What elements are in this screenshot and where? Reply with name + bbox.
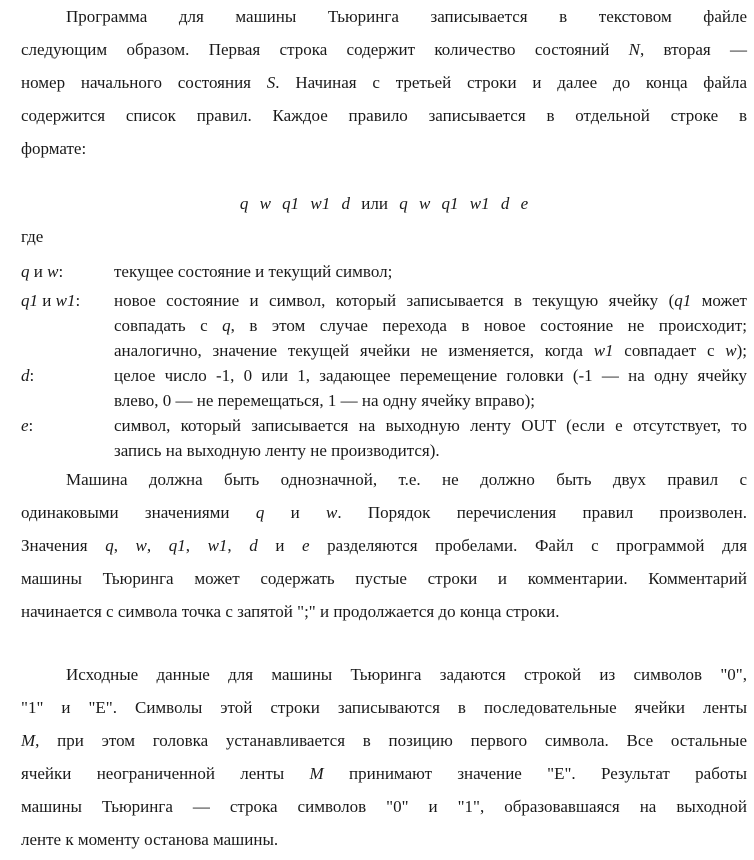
definition-term — [21, 288, 80, 313]
paragraph-intro-line — [21, 132, 747, 165]
paragraph-uniqueness-line — [21, 562, 747, 595]
definition-text-line — [114, 438, 747, 463]
text-run: , в этом случае перехода в новое состояние не происходит; — [230, 316, 747, 335]
text-run: "1" и "Е". Символы этой строки записываются в последовательные ячейки ленты — [21, 698, 747, 717]
text-run: , при этом головка устанавливается в позицию первого символа. Все остальные — [35, 731, 747, 750]
paragraph-intro-line — [21, 33, 747, 66]
variable-S: S — [266, 73, 276, 92]
definition-term — [21, 413, 33, 438]
paragraph-input-data-line — [21, 691, 747, 724]
rule-format-formula — [21, 187, 747, 220]
text-run: содержится список правил. Каждое правило записывается в отдельной строке в — [21, 106, 747, 125]
text-run: Исходные данные для машины Тьюринга задаются строкой из символов "0", — [66, 665, 747, 684]
text-run: . Начиная с третьей строки и далее до конца файла — [275, 73, 747, 92]
variable-d: d — [21, 366, 30, 385]
formula-rule-short: q w q1 w1 d — [239, 194, 350, 213]
paragraph-intro-line — [21, 0, 747, 33]
text-run: символ, который записывается на выходную ленту OUT (если е отсутствует, то — [114, 416, 747, 435]
definition-text-line — [114, 413, 747, 438]
definition-text-line — [114, 388, 747, 413]
definition-e — [21, 413, 747, 463]
text-run: запись на выходную ленту не производится). — [114, 441, 440, 460]
text-run: машины Тьюринга — строка символов "0" и "1", образовавшаяся на выходной — [21, 797, 747, 816]
text-run: : — [28, 416, 34, 435]
paragraph-uniqueness — [21, 463, 747, 628]
variable-M: М — [309, 764, 324, 783]
variable-w1: w1 — [207, 536, 228, 555]
variable-q1: q1 — [674, 291, 692, 310]
text-run: машины Тьюринга может содержать пустые строки и комментарии. Комментарий — [21, 569, 747, 588]
paragraph-uniqueness-line — [21, 529, 747, 562]
formula-or: или — [350, 194, 400, 213]
text-run: . Порядок перечисления правил произволен. — [337, 503, 747, 522]
definition-text-line — [114, 363, 747, 388]
text-run: , — [146, 536, 169, 555]
definition-text-line — [114, 259, 747, 284]
variable-w1: w1 — [55, 291, 76, 310]
formula-rule-long: q w q1 w1 d e — [399, 194, 529, 213]
text-run: совпадать с — [114, 316, 223, 335]
text-run: и — [29, 262, 48, 281]
definition-text-line — [114, 288, 747, 313]
definition-text-line — [114, 313, 747, 338]
text-run: ленте к моменту останова машины. — [21, 830, 279, 849]
text-run: новое состояние и символ, который записывается в текущую ячейку ( — [114, 291, 675, 310]
variable-q: q — [105, 536, 114, 555]
text-run: текущее состояние и текущий символ; — [114, 262, 393, 281]
definition-d — [21, 363, 747, 413]
text-run: и — [257, 536, 303, 555]
text-run: принимают значение "Е". Результат работы — [323, 764, 747, 783]
text-run: , — [227, 536, 250, 555]
paragraph-input-data-line — [21, 724, 747, 757]
text-run: может — [691, 291, 747, 310]
text-run: : — [75, 291, 81, 310]
definition-term — [21, 259, 63, 284]
text-run: ); — [736, 341, 747, 360]
variable-w1: w1 — [593, 341, 614, 360]
paragraph-intro — [21, 0, 747, 165]
variable-M: М — [21, 731, 36, 750]
paragraph-uniqueness-line — [21, 595, 747, 628]
paragraph-input-data-line — [21, 658, 747, 691]
text-run: номер начального состояния — [21, 73, 267, 92]
text-run: целое число -1, 0 или 1, задающее перемещение головки (-1 — на одну ячейку — [114, 366, 747, 385]
text-run: формате: — [21, 139, 87, 158]
text-run: , — [113, 536, 136, 555]
variable-q1: q1 — [168, 536, 186, 555]
text-run: совпадает с — [613, 341, 726, 360]
variable-d: d — [249, 536, 258, 555]
text-run: Машина должна быть однозначной, т.е. не должно быть двух правил с — [66, 470, 747, 489]
text-run: начинается с символа точка с запятой ";" и продолжается до конца строки. — [21, 602, 560, 621]
text-run: и — [264, 503, 327, 522]
definitions-list — [21, 259, 747, 463]
paragraph-input-data-line — [21, 790, 747, 823]
paragraph-input-data-line — [21, 757, 747, 790]
variable-q1: q1 — [21, 291, 38, 310]
definition-term — [21, 363, 34, 388]
variable-e: e — [21, 416, 29, 435]
text-run: Программа для машины Тьюринга записывается в текстовом файле — [66, 7, 747, 26]
variable-w: w — [135, 536, 147, 555]
text-run: аналогично, значение текущей ячейки не изменяется, когда — [114, 341, 594, 360]
text-run: ячейки неограниченной ленты — [21, 764, 310, 783]
definition-text-line — [114, 338, 747, 363]
variable-w: w — [326, 503, 338, 522]
text-run: разделяются пробелами. Файл с программой для — [309, 536, 748, 555]
variable-q: q — [255, 503, 265, 522]
paragraph-intro-line — [21, 99, 747, 132]
text-run: , вторая — — [639, 40, 747, 59]
text-run: и — [38, 291, 56, 310]
where-label: где — [21, 227, 44, 246]
paragraph-input-data — [21, 658, 747, 856]
definition-q1-w1 — [21, 288, 747, 363]
text-run: следующим образом. Первая строка содержит количество состояний — [21, 40, 629, 59]
variable-w: w — [725, 341, 737, 360]
paragraph-uniqueness-line — [21, 496, 747, 529]
text-run: , — [185, 536, 208, 555]
text-run: Значения — [21, 536, 106, 555]
variable-q: q — [222, 316, 231, 335]
variable-w: w — [47, 262, 59, 281]
variable-e: e — [302, 536, 310, 555]
paragraph-input-data-line — [21, 823, 747, 856]
text-run: : — [58, 262, 64, 281]
paragraph-intro-line — [21, 66, 747, 99]
variable-N: N — [628, 40, 640, 59]
definition-q-w — [21, 259, 747, 284]
variable-q: q — [21, 262, 30, 281]
text-run: влево, 0 — не перемещаться, 1 — на одну ячейку вправо); — [114, 391, 536, 410]
text-run: одинаковыми значениями — [21, 503, 256, 522]
text-run: : — [29, 366, 35, 385]
paragraph-uniqueness-line — [21, 463, 747, 496]
